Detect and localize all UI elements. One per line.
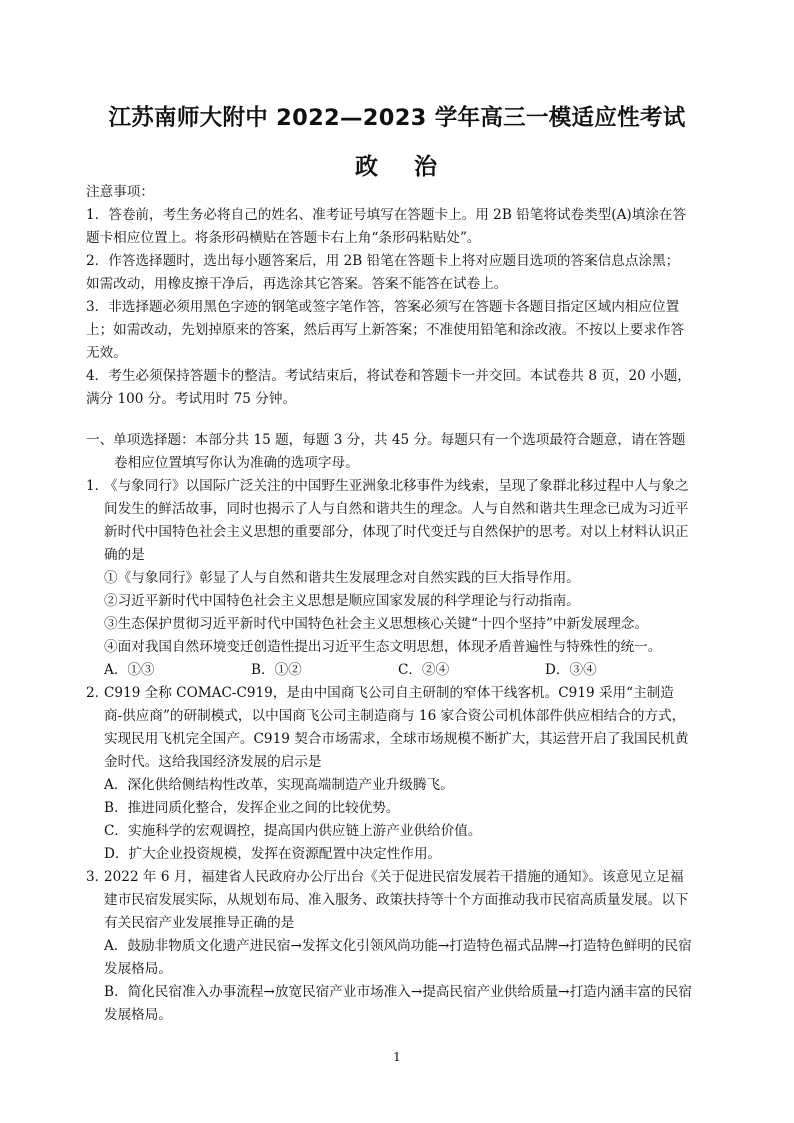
question-3-number: 3． xyxy=(86,869,109,885)
question-1 xyxy=(86,475,692,567)
question-2-number: 2． xyxy=(86,685,109,701)
option-c: C．②④ xyxy=(398,662,450,678)
option-a: A．深化供给侧结构性改革，实现高端制造产业升级腾飞。 xyxy=(104,777,454,793)
option-b: B．简化民宿准入办事流程→放宽民宿产业市场准入→提高民宿产业供给质量→打造内涵丰富的民宿发展格局。 xyxy=(104,984,692,1023)
notice-item-2: 2．作答选择题时，选出每小题答案后，用 2B 铅笔在答题卡上将对应题目选项的答案信息点涂黑；如需改动，用橡皮擦干净后，再选涂其它答案。答案不能答在试卷上。 xyxy=(86,253,680,292)
statement-2: ②习近平新时代中国特色社会主义思想是顺应国家发展的科学理论与行动指南。 xyxy=(104,593,580,609)
section-heading: 一、单项选择题：本部分共 15 题，每题 3 分，共 45 分。每题只有一个选项最符合题意，请在答题卷相应位置填写你认为准确的选项字母。 xyxy=(86,432,686,471)
question-3-options xyxy=(86,935,692,1027)
question-1-number: 1． xyxy=(86,478,109,494)
option-d: D．③④ xyxy=(545,662,597,678)
question-3-stem: 2022 年 6 月，福建省人民政府办公厅出台《关于促进民宿发展若干措施的通知》。该意见立足福建市民宿发展实际，从规划布局、准入服务、政策扶持等十个方面推动我市民宿高质量发展。以下有关民宿产业发展推导正确的是 xyxy=(104,869,689,931)
exam-content xyxy=(86,181,692,1027)
subject-title: 政 治 xyxy=(354,154,451,180)
statement-4: ④面对我国自然环境变迁创造性提出习近平生态文明思想，体现矛盾普遍性与特殊性的统一。 xyxy=(104,639,662,655)
option-b: B．推进同质化整合，发挥企业之间的比较优势。 xyxy=(104,800,400,816)
question-2-stem: C919 全称 COMAC-C919，是由中国商飞公司自主研制的窄体干线客机。C919 采用“主制造商-供应商”的研制模式，以中国商飞公司主制造商与 16 家合资公司机体部件供应相结合的方式，实现民用飞机完全国产。C919 契合市场需求，全球市场规模不断扩大，其运营开启了我国民机黄金时代。这给我国经济发展的启示是 xyxy=(104,685,689,770)
notice-heading: 注意事项： xyxy=(86,184,154,200)
question-2-options xyxy=(86,774,692,866)
notice-item-3: 3．非选择题必须用黑色字迹的钢笔或签字笔作答，答案必须写在答题卡各题目指定区域内相应位置上；如需改动，先划掉原来的答案，然后再写上新答案；不准使用铅笔和涂改液。不按以上要求作答无效。 xyxy=(86,299,685,361)
statement-1: ①《与象同行》彰显了人与自然和谐共生发展理念对自然实践的巨大指导作用。 xyxy=(104,570,580,586)
option-b: B．①② xyxy=(251,662,302,678)
question-1-statements xyxy=(86,567,692,659)
question-1-stem: 《与象同行》以国际广泛关注的中国野生亚洲象北移事件为线索，呈现了象群北移过程中人与象之间发生的鲜活故事，同时也揭示了人与自然和谐共生的理念。人与自然和谐共生理念已成为习近平新时代中国特色社会主义思想的重要部分，体现了时代变迁与自然保护的思考。对以上材料认识正确的是 xyxy=(104,478,689,563)
question-2 xyxy=(86,682,692,774)
option-c: C．实施科学的宏观调控，提高国内供应链上游产业供给价值。 xyxy=(104,823,482,839)
question-3 xyxy=(86,866,692,935)
option-a: A．鼓励非物质文化遗产进民宿→发挥文化引领风尚功能→打造特色福式品牌→打造特色鲜明的民宿发展格局。 xyxy=(104,938,692,977)
statement-3: ③生态保护贯彻习近平新时代中国特色社会主义思想核心关键“十四个坚持”中新发展理念。 xyxy=(104,616,649,632)
exam-title: 江苏南师大附中 2022—2023 学年高三一模适应性考试 xyxy=(108,105,686,131)
option-d: D．扩大企业投资规模，发挥在资源配置中决定性作用。 xyxy=(104,846,442,862)
notice-item-1: 1．答卷前，考生务必将自己的姓名、准考证号填写在答题卡上。用 2B 铅笔将试卷类型(A)填涂在答题卡相应位置上。将条形码横贴在答题卡右上角“条形码粘贴处”。 xyxy=(86,207,687,246)
option-a: A．①③ xyxy=(104,662,155,678)
question-1-options xyxy=(86,659,692,682)
notice-item-4: 4．考生必须保持答题卡的整洁。考试结束后，将试卷和答题卡一并交回。本试卷共 8 页，20 小题，满分 100 分。考试用时 75 分钟。 xyxy=(86,368,691,407)
page-number: 1 xyxy=(393,1050,401,1064)
